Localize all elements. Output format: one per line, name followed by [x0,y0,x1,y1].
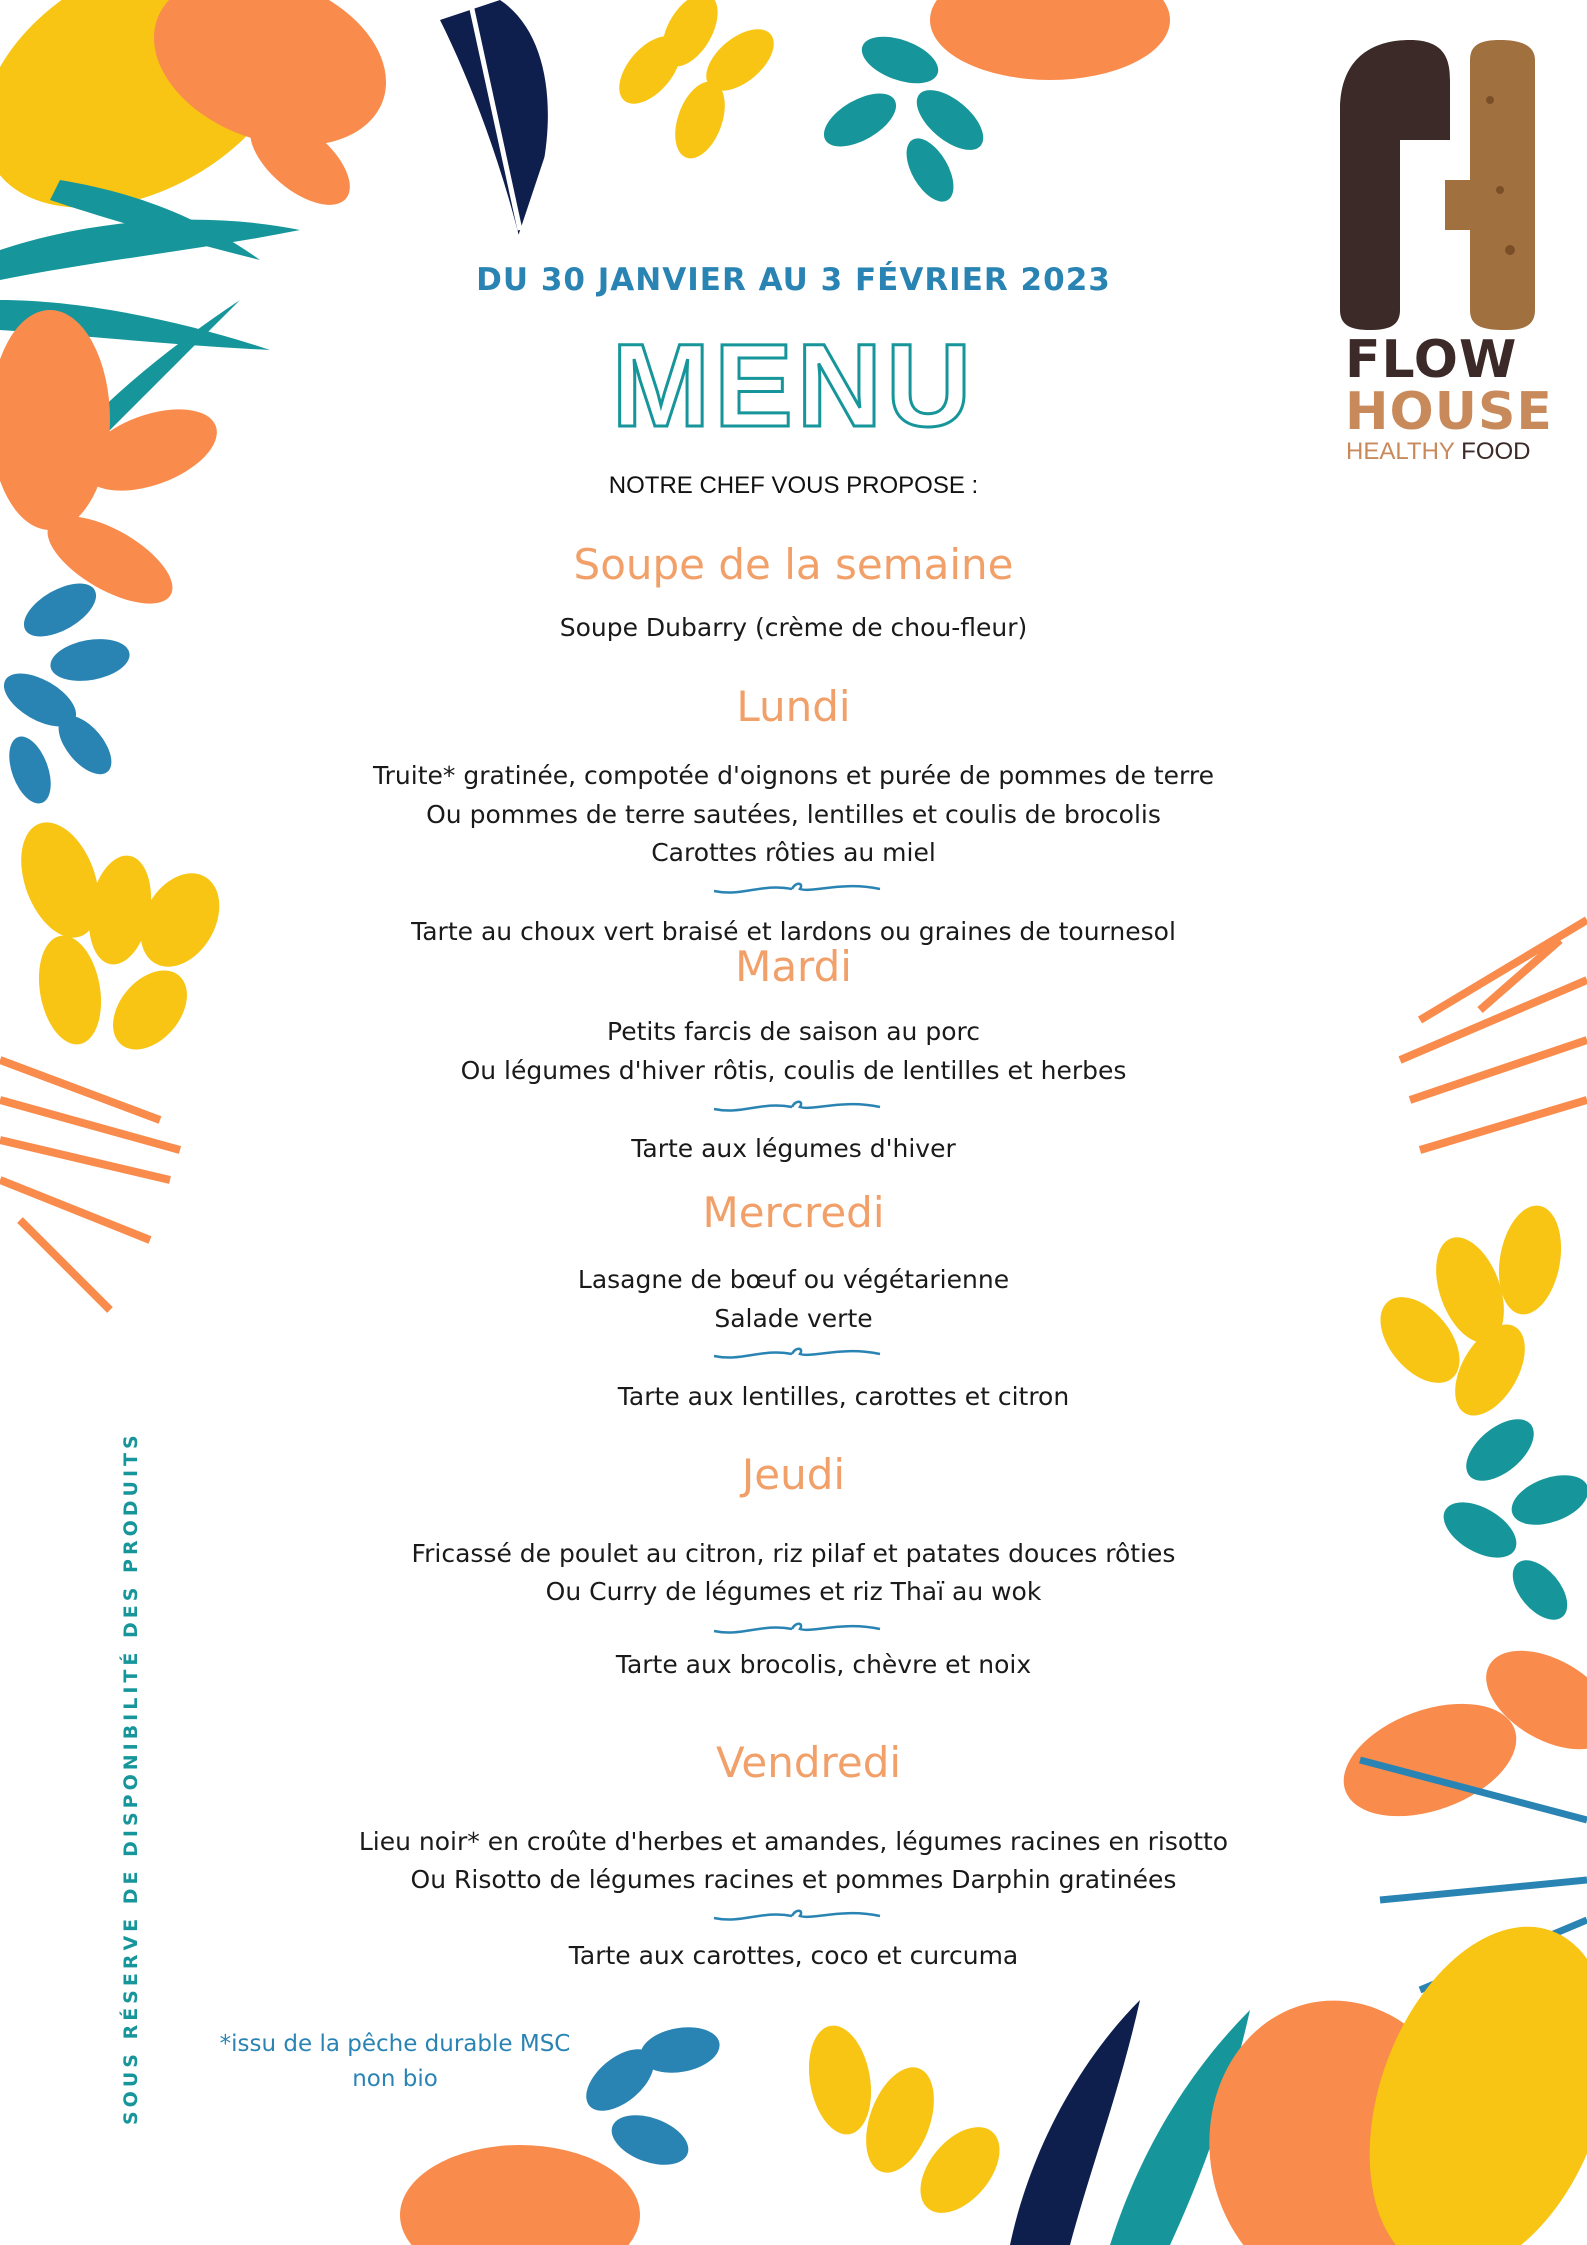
lundi-line-1: Truite* gratinée, compotée d'oignons et purée de pommes de terre [373,761,1214,790]
day-heading-lundi: Lundi [736,682,851,731]
day-heading-mercredi: Mercredi [702,1188,885,1237]
lundi-line-3: Carottes rôties au miel [651,838,936,867]
wave-divider [712,1344,882,1364]
menu-title [0,318,1587,454]
jeudi-tart: Tarte aux brocolis, chèvre et noix [615,1650,1032,1679]
lundi-tart: Tarte au choux vert braisé et lardons ou graines de tournesol [411,917,1176,946]
menu-title-text: MENU [611,320,976,452]
top-left-leaves [0,0,1170,1310]
day-heading-vendredi: Vendredi [715,1738,902,1787]
day-heading-mardi: Mardi [735,942,852,991]
footnote-line-2: non bio [352,2066,438,2092]
logo-tagline-healthy: HEALTHY [1346,438,1455,465]
mercredi-tart: Tarte aux lentilles, carottes et citron [617,1382,1070,1411]
footnote [210,2027,580,2097]
jeudi-line-2: Ou Curry de légumes et riz Thaï au wok [545,1577,1042,1606]
mercredi-line-1: Lasagne de bœuf ou végétarienne [577,1265,1010,1294]
soup-item: Soupe Dubarry (crème de chou-fleur) [559,613,1028,642]
day-heading-jeudi: Jeudi [741,1450,846,1499]
mardi-tart: Tarte aux légumes d'hiver [631,1134,956,1163]
wave-divider [712,1097,882,1117]
intro-text: NOTRE CHEF VOUS PROPOSE : [608,472,979,499]
vendredi-tart: Tarte aux carottes, coco et curcuma [568,1941,1019,1970]
mardi-line-2: Ou légumes d'hiver rôtis, coulis de lentilles et herbes [460,1056,1127,1085]
jeudi-line-1: Fricassé de poulet au citron, riz pilaf et patates douces rôties [411,1539,1176,1568]
wave-divider [712,1619,882,1639]
footnote-line-1: *issu de la pêche durable MSC [219,2031,571,2057]
mardi-line-1: Petits farcis de saison au porc [607,1017,980,1046]
date-range: DU 30 JANVIER AU 3 FÉVRIER 2023 [476,262,1111,298]
wave-divider [712,879,882,899]
logo-word-house: HOUSE [1345,382,1553,442]
vendredi-line-1: Lieu noir* en croûte d'herbes et amandes, légumes racines en risotto [358,1827,1229,1856]
wave-divider [712,1906,882,1926]
soup-heading: Soupe de la semaine [573,540,1014,589]
logo-tagline-food: FOOD [1461,438,1531,465]
mercredi-line-2: Salade verte [714,1304,873,1333]
logo-word-flow: FLOW [1345,330,1518,390]
vendredi-line-2: Ou Risotto de légumes racines et pommes Darphin gratinées [410,1865,1177,1894]
availability-disclaimer: SOUS RÉSERVE DE DISPONIBILITÉ DES PRODUITS [120,1431,142,2125]
lundi-line-2: Ou pommes de terre sautées, lentilles et coulis de brocolis [426,800,1161,829]
